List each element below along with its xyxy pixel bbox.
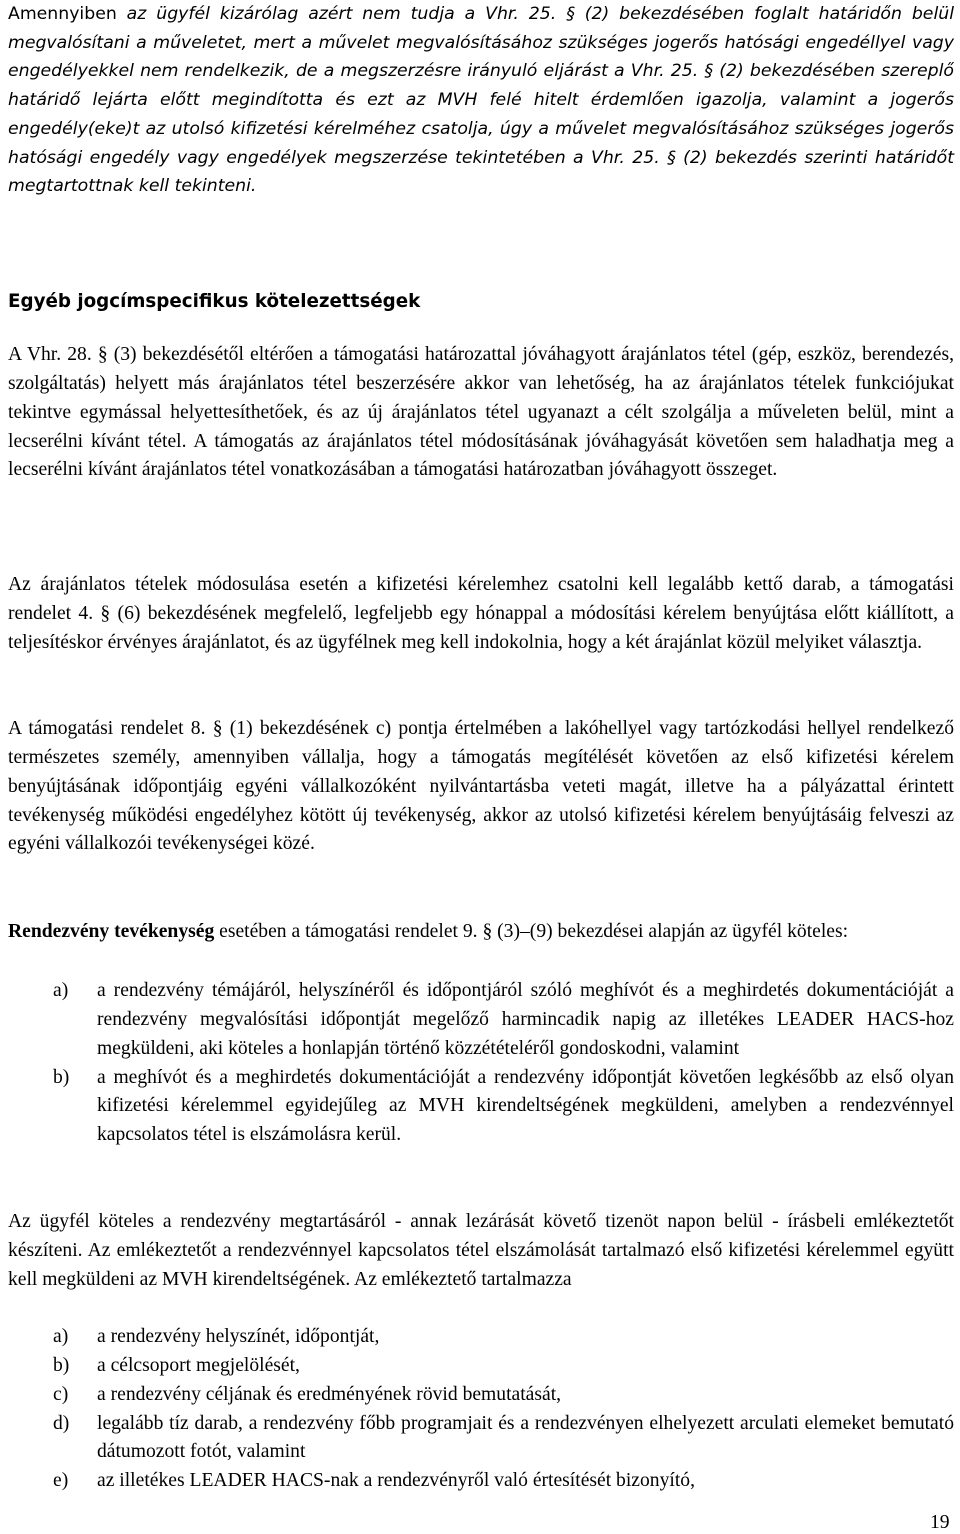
paragraph-replacement-item: A Vhr. 28. § (3) bekezdésétől eltérően a támogatási határozattal jóváhagyott árajánlatos tétel (gép, eszköz, berendezés, szolgáltatás) helyett más árajánlatos tétel beszerzésére akkor van lehetőség, ha az árajánlatos tételek funkciójukat tekintve egymással helyettesíthetőek, és az új árajánlatos tétel ugyanazt a célt szolgálja a műveleten belül, mint a lecserélni kívánt tétel. A támogatás az árajánlatos tétel módosításának jóváhagyását követően sem haladhatja meg a lecserélni kívánt árajánlatos tétel vonatkozásában a támogatási határozatban jóváhagyott összeget. — [8, 344, 954, 481]
paragraph-sole-trader: A támogatási rendelet 8. § (1) bekezdésének c) pontja értelmében a lakóhellyel vagy tartózkodási hellyel rendelkező természetes személy, amennyiben vállalja, hogy a támogatás megítélését követően az első kifizetési kérelem benyújtásának időpontjáig egyéni vállalkozóként nyilvántartásba veteti magát, illetve ha a pályázattal érintett tevékenység működési engedélyhez kötött új tevékenység, akkor az utolsó kifizetési kérelem benyújtásáig felveszi az egyéni vállalkozói tevékenységei közé. — [8, 718, 954, 855]
list-item-text: a rendezvény helyszínét, időpontját, — [97, 1326, 380, 1347]
list-item — [8, 1410, 954, 1468]
paragraph-lead-word: Amennyiben — [8, 4, 117, 24]
list-item-text: legalább tíz darab, a rendezvény főbb programjait és a rendezvényen elhelyezett arculati elemeket bemutató dátumozott fotót, valamint — [97, 1412, 954, 1463]
event-activity-text: esetében a támogatási rendelet 9. § (3)–(9) bekezdései alapján az ügyfél köteles: — [214, 921, 849, 942]
event-activity-bold: Rendezvény tevékenység — [8, 921, 215, 942]
list-item — [8, 1381, 954, 1410]
paragraph-quotes-modification: Az árajánlatos tételek módosulása esetén a kifizetési kérelemhez csatolni kell legalább kettő darab, a támogatási rendelet 4. § (6) bekezdésének megfelelő, legfeljebb egy hónappal a módosítási kérelem benyújtása előtt kiállított, a teljesítéskor érvényes árajánlatot, és az ügyfélnek meg kell indokolnia, hogy a két árajánlat közül melyiket választja. — [8, 574, 954, 653]
paragraph-event-activity — [8, 918, 954, 947]
list-item-text: az illetékes LEADER HACS-nak a rendezvényről való értesítését bizonyító, — [97, 1470, 695, 1492]
paragraph-deadline-exception — [8, 0, 954, 201]
list-item-text: a meghívót és a meghirdetés dokumentációját a rendezvény időpontját követően legkésőbb az első olyan kifizetési kérelemmel egyidejűleg az MVH kirendeltségének megküldeni, amelyben a rendezvénnyel kapcsolatos tétel is elszámolásra kerül. — [97, 1066, 954, 1146]
document-page — [8, 0, 954, 1492]
list-marker: a) — [53, 1326, 69, 1347]
memo-contents-list — [8, 1323, 954, 1496]
list-marker: b) — [53, 1066, 70, 1088]
list-marker: b) — [53, 1354, 70, 1376]
list-item — [8, 977, 954, 1064]
list-marker: e) — [53, 1470, 69, 1492]
event-obligations-list — [8, 977, 954, 1150]
list-item — [8, 1323, 954, 1352]
list-item — [8, 1352, 954, 1381]
paragraph-italic-text: az ügyfél kizárólag azért nem tudja a Vhr. 25. § (2) bekezdésében foglalt határidőn belül megvalósítani a műveletet, mert a művelet megvalósításához szükséges jogerős hatósági engedéllyel vagy engedélyekkel nem rendelkezik, de a megszerzésre irányuló eljárást a Vhr. 25. § (2) bekezdésében szereplő határidő lejárta előtt megindította és ezt az MVH felé hitelt érdemlően igazolja, valamint a jogerős engedély(eke)t az utolsó kifizetési kérelméhez csatolja, úgy a művelet megvalósításához szükséges jogerős hatósági engedély vagy engedélyek megszerzése tekintetében a Vhr. 25. § (2) bekezdés szerinti határidőt megtartottnak kell tekinteni. — [8, 4, 954, 197]
list-item — [8, 1064, 954, 1151]
list-marker: d) — [53, 1412, 70, 1434]
paragraph-memo: Az ügyfél köteles a rendezvény megtartásáról - annak lezárását követő tizenöt napon belül - írásbeli emlékeztetőt készíteni. Az emlékeztetőt a rendezvénnyel kapcsolatos tétel elszámolását tartalmazó első kifizetési kérelemmel együtt kell megküldeni az MVH kirendeltségének. Az emlékeztető tartalmazza — [8, 1211, 954, 1290]
section-heading: Egyéb jogcímspecifikus kötelezettségek — [8, 291, 421, 312]
list-marker: a) — [53, 980, 69, 1001]
list-item-text: a célcsoport megjelölését, — [97, 1354, 300, 1376]
list-item-text: a rendezvény témájáról, helyszínéről és időpontjáról szóló meghívót és a meghirdetés dokumentációját a rendezvény megvalósítási időpontját megelőző harmincadik napig az illetékes LEADER HACS-hoz megküldeni, aki köteles a honlapján történő közzétételéről gondoskodni, valamint — [97, 980, 954, 1059]
list-item — [8, 1467, 954, 1496]
list-marker: c) — [53, 1383, 69, 1405]
page-number: 19 — [930, 1512, 950, 1533]
list-item-text: a rendezvény céljának és eredményének rövid bemutatását, — [97, 1383, 562, 1405]
